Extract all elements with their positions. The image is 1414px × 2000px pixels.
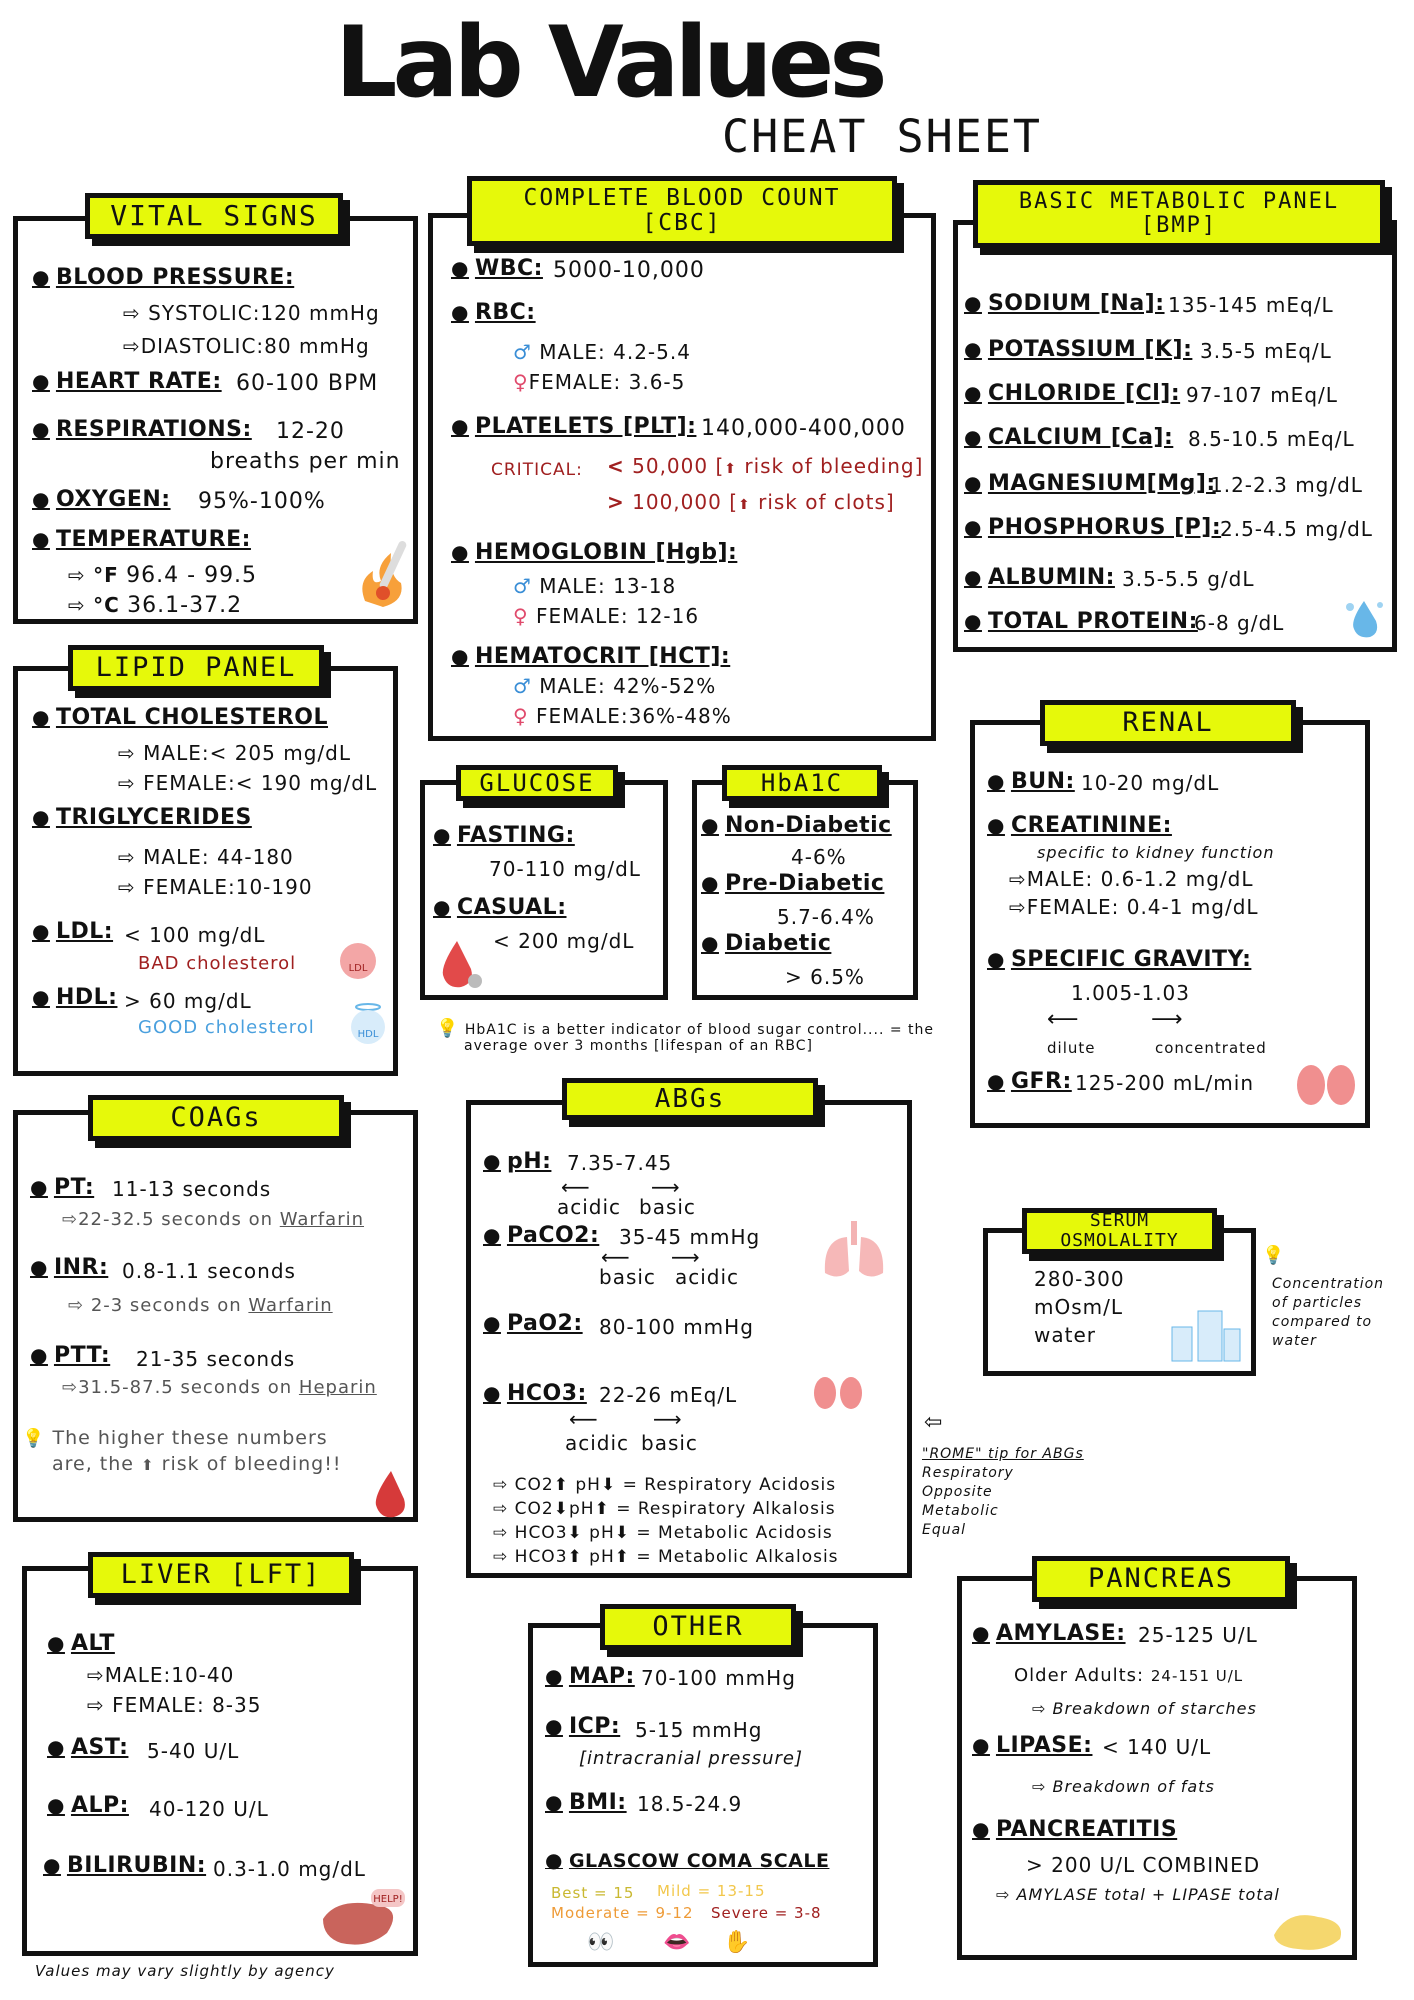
abgs-header: ABGs (562, 1078, 818, 1120)
ptt-value: 21-35 seconds (136, 1347, 296, 1371)
down-arrow-icon: ⬇ (553, 1499, 569, 1519)
kidneys-icon (1293, 1061, 1359, 1109)
ldl-label: ● LDL: (32, 919, 113, 944)
pancreatitis-value: > 200 U/L COMBINED (1026, 1853, 1261, 1877)
bmi-value: 18.5-24.9 (637, 1792, 743, 1816)
other-panel (528, 1623, 878, 1967)
magnesium-value: 1.2-2.3 mg/dL (1210, 473, 1363, 497)
serum-water: water (1034, 1323, 1096, 1347)
rbc-female: ♀FEMALE: 3.6-5 (513, 370, 686, 394)
hgb-male: ♂ MALE: 13-18 (513, 574, 677, 598)
rome-equal: Equal (922, 1522, 967, 1538)
dilute-label: dilute (1047, 1039, 1096, 1057)
chol-male: ⇨ MALE:< 205 mg/dL (118, 741, 351, 765)
protein-label: ● TOTAL PROTEIN: (964, 609, 1198, 634)
phosphorus-value: 2.5-4.5 mg/dL (1220, 517, 1373, 541)
coags-panel (13, 1110, 418, 1522)
gcs-severe: Severe = 3-8 (711, 1904, 822, 1922)
water-drop-icon (1340, 595, 1388, 643)
calcium-label: ● CALCIUM [Ca]: (964, 425, 1173, 450)
oxygen-label: ● OXYGEN: (32, 487, 171, 512)
page-title: Lab Values (335, 6, 883, 120)
hct-male: ♂ MALE: 42%-52% (513, 674, 717, 698)
inr-note: ⇨ 2-3 seconds on Warfarin (68, 1295, 333, 1316)
ph-right-arrow: ⟶ (651, 1175, 681, 1199)
hba1c-panel (692, 780, 918, 1000)
prediabetic-value: 5.7-6.4% (777, 905, 875, 929)
down-arrow-icon: ⬇ (567, 1523, 583, 1543)
hdl-label: ● HDL: (32, 985, 117, 1010)
paco2-left-arrow: ⟵ (601, 1245, 631, 1269)
gcs-label: ● GLASCOW COMA SCALE (545, 1848, 829, 1872)
abg-row-met-acidosis: ⇨ HCO3⬇ pH⬇ = Metabolic Acidosis (493, 1523, 833, 1543)
hba1c-note-line1: 💡 HbA1C is a better indicator of blood sugar control.... = the (436, 1018, 934, 1039)
ldl-cholesterol-icon (334, 939, 382, 983)
systolic-value: ⇨ SYSTOLIC:120 mmHg (123, 301, 380, 325)
rome-respiratory: Respiratory (922, 1465, 1014, 1481)
alt-label: ● ALT (47, 1631, 115, 1656)
chol-label: ● TOTAL CHOLESTEROL (32, 705, 328, 730)
ph-value: 7.35-7.45 (567, 1151, 673, 1175)
pt-note: ⇨22-32.5 seconds on Warfarin (62, 1209, 365, 1230)
lungs-icon (817, 1217, 891, 1285)
hco3-basic: basic (641, 1431, 698, 1455)
fasting-value: 70-110 mg/dL (489, 857, 641, 881)
pao2-value: 80-100 mmHg (599, 1315, 754, 1339)
hdl-value: > 60 mg/dL (124, 989, 252, 1013)
sg-value: 1.005-1.03 (1071, 981, 1191, 1005)
down-arrow-icon: ⬇ (614, 1523, 630, 1543)
bun-value: 10-20 mg/dL (1081, 771, 1220, 795)
gfr-label: ● GFR: (987, 1069, 1072, 1094)
gcs-best: Best = 15 (551, 1884, 635, 1902)
abg-row-resp-alkalosis: ⇨ CO2⬇pH⬆ = Respiratory Alkalosis (493, 1499, 836, 1519)
pt-value: 11-13 seconds (112, 1177, 272, 1201)
older-adults: Older Adults: 24-151 U/L (1014, 1665, 1244, 1686)
hco3-left-arrow: ⟵ (569, 1407, 599, 1431)
bmp-header: BASIC METABOLIC PANEL [BMP] (973, 180, 1385, 248)
abg-row-resp-acidosis: ⇨ CO2⬆ pH⬇ = Respiratory Acidosis (493, 1475, 837, 1495)
hco3-label: ● HCO3: (483, 1381, 587, 1406)
phosphorus-label: ● PHOSPHORUS [P]: (964, 515, 1221, 540)
amylase-value: 25-125 U/L (1138, 1623, 1258, 1647)
creatinine-label: ● CREATININE: (987, 813, 1172, 838)
plt-value: 140,000-400,000 (701, 416, 906, 441)
diabetic-label: ● Diabetic (701, 931, 831, 956)
fasting-label: ● FASTING: (433, 823, 575, 848)
critical-label: CRITICAL: (491, 460, 583, 480)
temp-f: ⇨ °F 96.4 - 99.5 (68, 563, 258, 588)
sg-label: ● SPECIFIC GRAVITY: (987, 947, 1251, 972)
hco3-right-arrow: ⟶ (653, 1407, 683, 1431)
pancreas-character-icon (1268, 1899, 1348, 1955)
vital-signs-header: VITAL SIGNS (85, 193, 343, 239)
page-subtitle: CHEAT SHEET (722, 110, 1043, 163)
cbc-panel (428, 213, 936, 741)
pancreas-header: PANCREAS (1032, 1556, 1290, 1602)
alt-male: ⇨MALE:10-40 (87, 1663, 235, 1687)
dilute-arrow-icon: ⟵ (1047, 1007, 1080, 1032)
paco2-value: 35-45 mmHg (619, 1225, 761, 1249)
amylase-note: ⇨ Breakdown of starches (1032, 1699, 1257, 1718)
wbc-label: ● WBC: (451, 256, 543, 281)
ast-value: 5-40 U/L (147, 1739, 240, 1763)
concentrated-arrow-icon: ⟶ (1151, 1007, 1184, 1032)
hct-label: ● HEMATOCRIT [HCT]: (451, 644, 730, 669)
hco3-acidic: acidic (565, 1431, 630, 1455)
alp-value: 40-120 U/L (149, 1797, 269, 1821)
up-arrow-icon: ⬆ (594, 1499, 610, 1519)
paco2-right-arrow: ⟶ (671, 1245, 701, 1269)
liver-header: LIVER [LFT] (88, 1552, 354, 1598)
abgs-panel (466, 1100, 912, 1578)
renal-header: RENAL (1040, 700, 1296, 746)
glucose-header: GLUCOSE (456, 765, 618, 801)
lipase-label: ● LIPASE: (972, 1733, 1092, 1758)
up-arrow-icon: ⬆ (141, 1456, 155, 1474)
liver-character-icon (317, 1889, 407, 1951)
gfr-value: 125-200 mL/min (1075, 1071, 1254, 1095)
serum-note-4: water (1272, 1333, 1317, 1349)
gcs-moderate: Moderate = 9-12 (551, 1904, 694, 1922)
critical-high: > 100,000 [⬆ risk of clots] (607, 490, 895, 514)
creatinine-male: ⇨MALE: 0.6-1.2 mg/dL (1009, 867, 1254, 891)
bun-label: ● BUN: (987, 769, 1075, 794)
hct-female: ♀ FEMALE:36%-48% (513, 704, 732, 728)
ldl-note: BAD cholesterol (138, 953, 297, 974)
renal-panel (970, 720, 1370, 1128)
creatinine-female: ⇨FEMALE: 0.4-1 mg/dL (1009, 895, 1259, 919)
hgb-female: ♀ FEMALE: 12-16 (513, 604, 700, 628)
sodium-label: ● SODIUM [Na]: (964, 291, 1165, 316)
chol-female: ⇨ FEMALE:< 190 mg/dL (118, 771, 378, 795)
hr-value: 60-100 BPM (236, 371, 379, 396)
cbc-header: COMPLETE BLOOD COUNT [CBC] (467, 176, 897, 246)
up-arrow-icon: ⬆ (614, 1547, 630, 1567)
svg-text:HELP!: HELP! (373, 1894, 403, 1905)
lightbulb-icon: 💡 (22, 1428, 46, 1449)
ast-label: ● AST: (47, 1735, 128, 1760)
hba1c-header: HbA1C (722, 765, 882, 801)
serum-note-3: compared to (1272, 1314, 1373, 1330)
casual-label: ● CASUAL: (433, 895, 567, 920)
paco2-basic: basic (599, 1265, 656, 1289)
bilirubin-value: 0.3-1.0 mg/dL (213, 1857, 366, 1881)
up-arrow-icon: ⬆ (553, 1475, 569, 1495)
pancreatitis-note: ⇨ AMYLASE total + LIPASE total (996, 1885, 1280, 1904)
map-value: 70-100 mmHg (641, 1666, 796, 1690)
potassium-value: 3.5-5 mEq/L (1200, 339, 1332, 363)
sodium-value: 135-145 mEq/L (1168, 293, 1334, 317)
up-arrow-icon: ⬆ (567, 1547, 583, 1567)
concentrated-label: concentrated (1155, 1039, 1267, 1057)
resp-value: 12-20 (276, 419, 345, 444)
icp-note: [intracranial pressure] (579, 1748, 803, 1769)
resp-unit: breaths per min (210, 449, 401, 474)
ph-acidic: acidic (557, 1195, 622, 1219)
alt-female: ⇨ FEMALE: 8-35 (87, 1693, 262, 1717)
resp-label: ● RESPIRATIONS: (32, 417, 252, 442)
nondiabetic-label: ● Non-Diabetic (701, 813, 892, 838)
ph-label: ● pH: (483, 1149, 551, 1174)
kidneys-icon (811, 1373, 865, 1413)
svg-text:LDL: LDL (348, 963, 368, 974)
pancreatitis-label: ● PANCREATITIS (972, 1817, 1177, 1842)
icp-value: 5-15 mmHg (635, 1718, 763, 1742)
rome-arrow-icon: ⇦ (924, 1410, 944, 1435)
lightbulb-icon: 💡 (1262, 1245, 1286, 1266)
casual-value: < 200 mg/dL (493, 929, 635, 953)
inr-value: 0.8-1.1 seconds (122, 1259, 296, 1283)
pt-label: ● PT: (30, 1175, 94, 1200)
vital-signs-panel (13, 216, 418, 624)
eyes-icon: 👀 (587, 1930, 616, 1955)
trig-female: ⇨ FEMALE:10-190 (118, 875, 313, 899)
albumin-label: ● ALBUMIN: (964, 565, 1115, 590)
blood-drop-icon (431, 935, 485, 993)
down-arrow-icon: ⬇ (600, 1475, 617, 1495)
gcs-mild: Mild = 13-15 (657, 1882, 766, 1900)
footnote: Values may vary slightly by agency (35, 1962, 335, 1980)
diabetic-value: > 6.5% (785, 965, 865, 989)
albumin-value: 3.5-5.5 g/dL (1122, 567, 1255, 591)
rbc-label: ● RBC: (451, 300, 536, 325)
oxygen-value: 95%-100% (198, 489, 326, 514)
calcium-value: 8.5-10.5 mEq/L (1188, 427, 1355, 451)
coags-header: COAGs (88, 1095, 344, 1141)
svg-text:HDL: HDL (357, 1029, 379, 1040)
water-glasses-icon (1168, 1303, 1244, 1365)
plt-label: ● PLATELETS [PLT]: (451, 414, 696, 439)
amylase-label: ● AMYLASE: (972, 1621, 1126, 1646)
liver-panel (22, 1566, 418, 1956)
temp-label: ● TEMPERATURE: (32, 527, 251, 552)
temp-c: ⇨ °C 36.1-37.2 (68, 593, 243, 618)
glucose-panel (420, 780, 668, 1000)
icp-label: ● ICP: (545, 1714, 620, 1739)
chloride-label: ● CHLORIDE [Cl]: (964, 381, 1180, 406)
ldl-value: < 100 mg/dL (124, 923, 266, 947)
map-label: ● MAP: (545, 1664, 635, 1689)
rome-title: "ROME" tip for ABGs (922, 1446, 1084, 1462)
ph-basic: basic (639, 1195, 696, 1219)
trig-male: ⇨ MALE: 44-180 (118, 845, 294, 869)
paco2-label: ● PaCO2: (483, 1223, 599, 1248)
alp-label: ● ALP: (47, 1793, 129, 1818)
bmp-panel (953, 220, 1397, 652)
lipid-panel (13, 666, 398, 1076)
coags-tip-line2: are, the ⬆ risk of bleeding!! (52, 1453, 342, 1475)
coags-tip-line1: 💡 The higher these numbers (22, 1427, 328, 1449)
lipase-value: < 140 U/L (1102, 1735, 1212, 1759)
bilirubin-label: ● BILIRUBIN: (43, 1853, 206, 1878)
hba1c-note-line2: average over 3 months [lifespan of an RBC] (464, 1038, 814, 1054)
rome-opposite: Opposite (922, 1484, 993, 1500)
wbc-value: 5000-10,000 (553, 258, 705, 283)
serum-header: SERUM OSMOLALITY (1022, 1208, 1217, 1254)
other-header: OTHER (600, 1604, 796, 1650)
blood-drop-character-icon (366, 1467, 416, 1523)
inr-label: ● INR: (30, 1255, 108, 1280)
hgb-label: ● HEMOGLOBIN [Hgb]: (451, 540, 737, 565)
hdl-note: GOOD cholesterol (138, 1017, 315, 1038)
prediabetic-label: ● Pre-Diabetic (701, 871, 884, 896)
protein-value: 6-8 g/dL (1194, 611, 1285, 635)
serum-value: 280-300 (1034, 1267, 1125, 1291)
hdl-cholesterol-icon (344, 1001, 392, 1047)
hr-label: ● HEART RATE: (32, 369, 222, 394)
critical-low: < 50,000 [⬆ risk of bleeding] (607, 454, 924, 478)
abg-row-met-alkalosis: ⇨ HCO3⬆ pH⬆ = Metabolic Alkalosis (493, 1547, 839, 1567)
rbc-male: ♂ MALE: 4.2-5.4 (513, 340, 691, 364)
rome-metabolic: Metabolic (922, 1503, 999, 1519)
pao2-label: ● PaO2: (483, 1311, 583, 1336)
diastolic-value: ⇨DIASTOLIC:80 mmHg (123, 334, 370, 358)
paco2-acidic: acidic (675, 1265, 740, 1289)
potassium-label: ● POTASSIUM [K]: (964, 337, 1192, 362)
nondiabetic-value: 4-6% (791, 845, 847, 869)
ptt-label: ● PTT: (30, 1343, 110, 1368)
ptt-note: ⇨31.5-87.5 seconds on Heparin (62, 1377, 377, 1398)
serum-note-1: Concentration (1272, 1276, 1385, 1292)
pancreas-panel (957, 1576, 1357, 1960)
bmi-label: ● BMI: (545, 1790, 627, 1815)
lipid-header: LIPID PANEL (68, 645, 324, 691)
ph-left-arrow: ⟵ (561, 1175, 591, 1199)
bp-label: ● BLOOD PRESSURE: (32, 265, 294, 290)
lightbulb-icon: 💡 (436, 1018, 460, 1039)
mouth-icon: 👄 (663, 1930, 692, 1955)
trig-label: ● TRIGLYCERIDES (32, 805, 252, 830)
hco3-value: 22-26 mEq/L (599, 1383, 738, 1407)
magnesium-label: ● MAGNESIUM[Mg]: (964, 471, 1216, 496)
chloride-value: 97-107 mEq/L (1186, 383, 1338, 407)
serum-note-2: of particles (1272, 1295, 1363, 1311)
hand-icon: ✋ (723, 1930, 752, 1955)
creatinine-note: specific to kidney function (1037, 843, 1275, 862)
thermometer-icon (353, 531, 413, 611)
serum-unit: mOsm/L (1034, 1295, 1124, 1319)
lipase-note: ⇨ Breakdown of fats (1032, 1777, 1215, 1796)
